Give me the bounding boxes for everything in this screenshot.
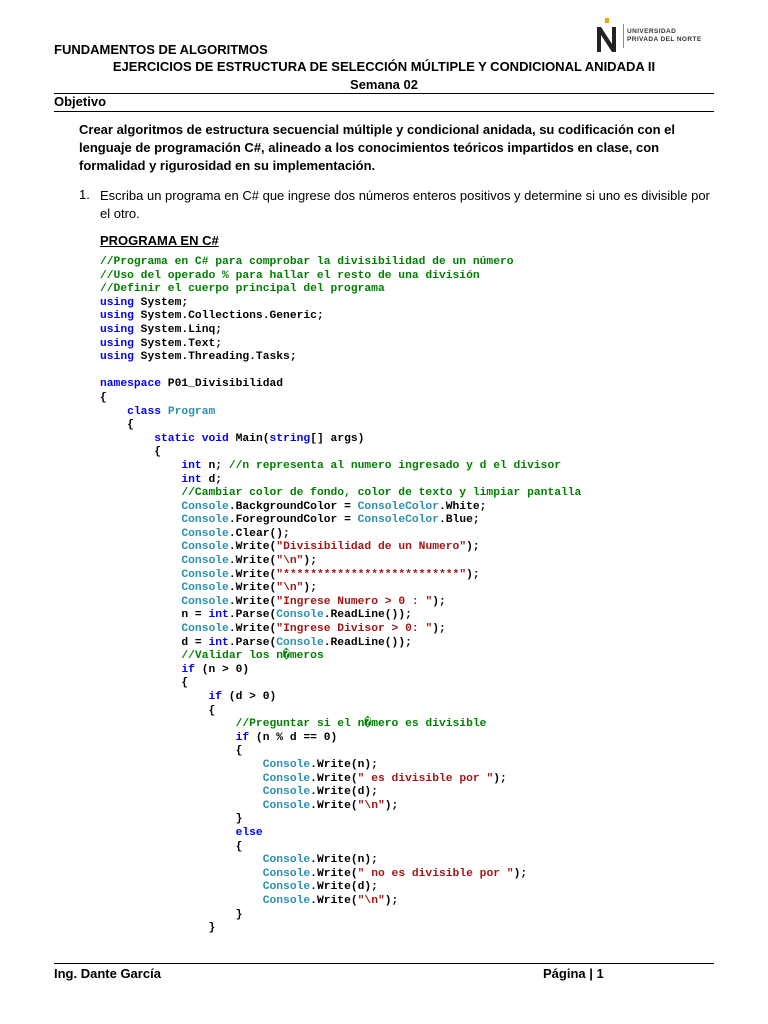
logo-line-2: PRIVADA DEL NORTE <box>627 36 702 43</box>
plain-token: System.Text; <box>133 337 223 350</box>
plain-token: P01_Divisibilidad <box>161 378 284 391</box>
keyword-token: int <box>208 636 229 649</box>
plain-token <box>100 474 181 486</box>
code-line <box>100 270 581 284</box>
plain-token: { <box>100 446 162 459</box>
plain-token: .ForegroundColor = <box>228 514 358 527</box>
plain-token: .White; <box>439 500 487 513</box>
plain-token: ); <box>466 541 480 554</box>
code-line <box>100 827 581 841</box>
plain-token: .Write(d); <box>310 786 378 799</box>
plain-token <box>100 650 181 662</box>
plain-token: ); <box>303 582 317 595</box>
footer-divider <box>54 963 714 964</box>
code-line <box>100 541 581 555</box>
keyword-token: int <box>208 609 229 622</box>
plain-token: { <box>100 677 189 690</box>
plain-token: ); <box>384 799 399 812</box>
string-token: "\n" <box>276 582 304 595</box>
program-heading: PROGRAMA EN C# <box>100 233 219 248</box>
plain-token <box>100 501 181 513</box>
plain-token <box>100 514 181 526</box>
string-token: " no es divisible por " <box>357 867 514 880</box>
type-token: Console <box>276 609 324 622</box>
footer-author: Ing. Dante García <box>54 966 161 981</box>
plain-token: .Write( <box>228 582 277 595</box>
type-token: Console <box>262 854 311 867</box>
comment-token: //Validar los n�meros <box>181 650 324 663</box>
type-token: Console <box>181 500 229 513</box>
type-token: Console <box>262 786 311 799</box>
plain-token <box>100 881 263 893</box>
plain-token: (n % d == 0) <box>249 731 338 744</box>
keyword-token: static <box>154 432 195 445</box>
keyword-token: if <box>235 731 250 744</box>
type-token: Console <box>181 582 229 595</box>
plain-token: .Write( <box>228 623 277 636</box>
code-line <box>100 419 581 433</box>
code-listing <box>100 256 581 936</box>
plain-token: System.Threading.Tasks; <box>133 351 297 364</box>
code-line <box>100 474 581 488</box>
code-line <box>100 637 581 651</box>
plain-token <box>100 623 181 635</box>
type-token: ConsoleColor <box>357 500 439 513</box>
code-line <box>100 773 581 787</box>
plain-token <box>100 555 181 567</box>
keyword-token: using <box>100 296 134 309</box>
code-line <box>100 582 581 596</box>
code-line <box>100 718 581 732</box>
keyword-token: int <box>181 473 202 486</box>
string-token: "\n" <box>357 799 385 812</box>
code-line <box>100 569 581 583</box>
keyword-token: namespace <box>100 378 162 391</box>
code-line <box>100 596 581 610</box>
plain-token <box>100 541 181 553</box>
code-line <box>100 609 581 623</box>
plain-token: .ReadLine()); <box>323 609 412 622</box>
course-title: FUNDAMENTOS DE ALGORITMOS <box>54 42 268 57</box>
code-line <box>100 909 581 923</box>
plain-token: ); <box>384 894 399 907</box>
code-line <box>100 338 581 352</box>
plain-token: .Write( <box>310 772 358 785</box>
code-line <box>100 406 581 420</box>
code-line <box>100 460 581 474</box>
plain-token <box>100 406 127 418</box>
comment-token: //Programa en C# para comprobar la divisibilidad de un número <box>100 256 514 268</box>
keyword-token: int <box>181 459 202 472</box>
plain-token: .Write( <box>228 555 277 568</box>
code-line <box>100 841 581 855</box>
string-token: "\n" <box>357 894 385 907</box>
type-token: Console <box>181 568 229 581</box>
code-line <box>100 813 581 827</box>
plain-token <box>100 895 263 907</box>
logo-line-1: UNIVERSIDAD <box>627 28 677 35</box>
plain-token: .Write( <box>228 541 277 554</box>
type-token: Console <box>262 799 311 812</box>
code-line <box>100 759 581 773</box>
type-token: Console <box>262 867 311 880</box>
exercise-statement: Escriba un programa en C# que ingrese dos números enteros positivos y determine si uno es divisible por el otro. <box>100 188 710 221</box>
type-token: Console <box>262 881 311 894</box>
code-line <box>100 528 581 542</box>
string-token: "Ingrese Numero > 0 : " <box>276 595 433 608</box>
type-token: Console <box>181 595 229 608</box>
code-line <box>100 351 581 365</box>
plain-token <box>195 433 202 445</box>
plain-token: ); <box>493 772 507 785</box>
plain-token <box>100 827 236 839</box>
keyword-token: class <box>127 405 162 418</box>
code-line <box>100 745 581 759</box>
plain-token: Main( <box>228 432 270 445</box>
exercise-number: 1. <box>79 187 90 202</box>
plain-token: ); <box>303 555 317 568</box>
type-token: Console <box>181 514 229 527</box>
plain-token: (d > 0) <box>222 691 277 703</box>
code-line <box>100 691 581 705</box>
type-token: Console <box>181 527 229 540</box>
code-line <box>100 256 581 270</box>
plain-token <box>100 664 181 676</box>
section-heading: Objetivo <box>54 94 107 109</box>
string-token: "Divisibilidad de un Numero" <box>276 541 467 554</box>
week-label: Semana 02 <box>350 77 418 92</box>
keyword-token: using <box>100 351 134 364</box>
code-line <box>100 705 581 719</box>
upn-logo-icon <box>594 18 620 54</box>
plain-token: } <box>100 922 216 935</box>
code-line <box>100 854 581 868</box>
code-line <box>100 623 581 637</box>
plain-token: .Write(n); <box>310 854 378 867</box>
type-token: Console <box>181 555 229 568</box>
plain-token: } <box>100 908 243 921</box>
code-line <box>100 310 581 324</box>
plain-token: .Parse( <box>228 636 277 649</box>
code-line <box>100 324 581 338</box>
code-line <box>100 365 581 379</box>
plain-token <box>100 691 208 703</box>
keyword-token: else <box>235 826 263 839</box>
plain-token: { <box>100 840 243 853</box>
university-logo <box>594 18 714 54</box>
code-line <box>100 868 581 882</box>
plain-token <box>100 569 181 581</box>
plain-token: .Write(d); <box>310 881 378 894</box>
comment-token: //n representa al numero ingresado y d el divisor <box>228 459 562 472</box>
plain-token <box>100 596 181 608</box>
plain-token: } <box>100 813 243 826</box>
keyword-token: using <box>100 310 134 323</box>
plain-token: n; <box>201 459 229 472</box>
plain-token: d; <box>201 473 223 486</box>
keyword-token: string <box>269 432 311 445</box>
plain-token <box>100 759 263 771</box>
string-token: "\n" <box>276 555 304 568</box>
code-line <box>100 664 581 678</box>
keyword-token: void <box>201 432 229 445</box>
code-line <box>100 786 581 800</box>
code-line <box>100 283 581 297</box>
code-line <box>100 378 581 392</box>
plain-token: System; <box>133 296 189 309</box>
footer-page-number: Página | 1 <box>543 966 604 981</box>
plain-token: d = <box>100 636 209 649</box>
plain-token: .Write( <box>310 799 358 812</box>
plain-token <box>100 582 181 594</box>
plain-token: { <box>100 745 243 758</box>
plain-token: .Clear(); <box>228 527 290 540</box>
keyword-token: using <box>100 323 134 336</box>
plain-token: ); <box>513 867 528 880</box>
plain-token: System.Linq; <box>133 323 223 336</box>
code-line <box>100 732 581 746</box>
plain-token: ); <box>432 595 446 608</box>
plain-token <box>100 732 236 744</box>
type-token: Program <box>167 405 216 418</box>
string-token: "Ingrese Divisor > 0: " <box>276 623 433 636</box>
plain-token: .Write(n); <box>310 758 378 771</box>
comment-token: //Preguntar si el n�mero es divisible <box>235 718 487 731</box>
plain-token: ); <box>466 568 480 581</box>
plain-token <box>161 406 168 418</box>
plain-token: .Write( <box>228 595 277 608</box>
type-token: Console <box>181 623 229 636</box>
type-token: Console <box>181 541 229 554</box>
code-line <box>100 881 581 895</box>
plain-token <box>100 800 263 812</box>
plain-token: (n > 0) <box>194 663 250 676</box>
plain-token: .Parse( <box>228 609 277 622</box>
plain-token <box>100 528 181 540</box>
header-divider <box>54 93 714 94</box>
plain-token: { <box>100 391 107 404</box>
plain-token <box>100 718 236 730</box>
plain-token: { <box>100 419 134 432</box>
plain-token: n = <box>100 609 209 622</box>
plain-token <box>100 773 263 785</box>
plain-token <box>100 854 263 866</box>
plain-token: [] args) <box>310 432 365 445</box>
comment-token: //Uso del operado % para hallar el resto de una división <box>100 269 480 282</box>
string-token: " es divisible por " <box>357 772 494 785</box>
plain-token <box>100 487 181 499</box>
code-line <box>100 800 581 814</box>
plain-token <box>100 460 181 472</box>
logo-text <box>627 28 702 44</box>
code-line <box>100 487 581 501</box>
plain-token <box>100 786 263 798</box>
type-token: Console <box>276 636 324 649</box>
code-line <box>100 677 581 691</box>
code-line <box>100 433 581 447</box>
objective-paragraph: Crear algoritmos de estructura secuencial múltiple y condicional anidada, su codificación con el lenguaje de programación C#, alineado a los conocimientos teóricos impartidos en clase, con formalidad y rigurosidad en su implementación. <box>79 122 676 173</box>
code-line <box>100 514 581 528</box>
code-line <box>100 922 581 936</box>
comment-token: //Definir el cuerpo principal del programa <box>100 283 385 296</box>
document-title: EJERCICIOS DE ESTRUCTURA DE SELECCIÓN MÚLTIPLE Y CONDICIONAL ANIDADA II <box>112 59 656 74</box>
plain-token: .BackgroundColor = <box>228 500 358 513</box>
code-line <box>100 297 581 311</box>
type-token: Console <box>262 894 311 907</box>
type-token: ConsoleColor <box>357 514 439 527</box>
section-divider <box>54 111 714 112</box>
plain-token: System.Collections.Generic; <box>133 310 324 323</box>
plain-token: ); <box>432 623 446 636</box>
keyword-token: if <box>208 691 223 703</box>
keyword-token: using <box>100 337 134 350</box>
plain-token: .Write( <box>310 867 358 880</box>
plain-token: .ReadLine()); <box>323 636 412 649</box>
plain-token <box>100 868 263 880</box>
plain-token: { <box>100 704 216 717</box>
code-line <box>100 446 581 460</box>
plain-token <box>100 433 154 445</box>
plain-token: .Write( <box>310 894 358 907</box>
type-token: Console <box>262 758 311 771</box>
code-line <box>100 895 581 909</box>
code-line <box>100 555 581 569</box>
type-token: Console <box>262 772 311 785</box>
string-token: "**************************" <box>276 568 467 581</box>
code-line <box>100 650 581 664</box>
logo-separator <box>623 24 624 48</box>
code-line <box>100 501 581 515</box>
comment-token: //Cambiar color de fondo, color de texto y limpiar pantalla <box>181 487 582 500</box>
plain-token: .Blue; <box>439 514 480 527</box>
plain-token: .Write( <box>228 568 277 581</box>
code-line <box>100 392 581 406</box>
keyword-token: if <box>181 663 195 676</box>
